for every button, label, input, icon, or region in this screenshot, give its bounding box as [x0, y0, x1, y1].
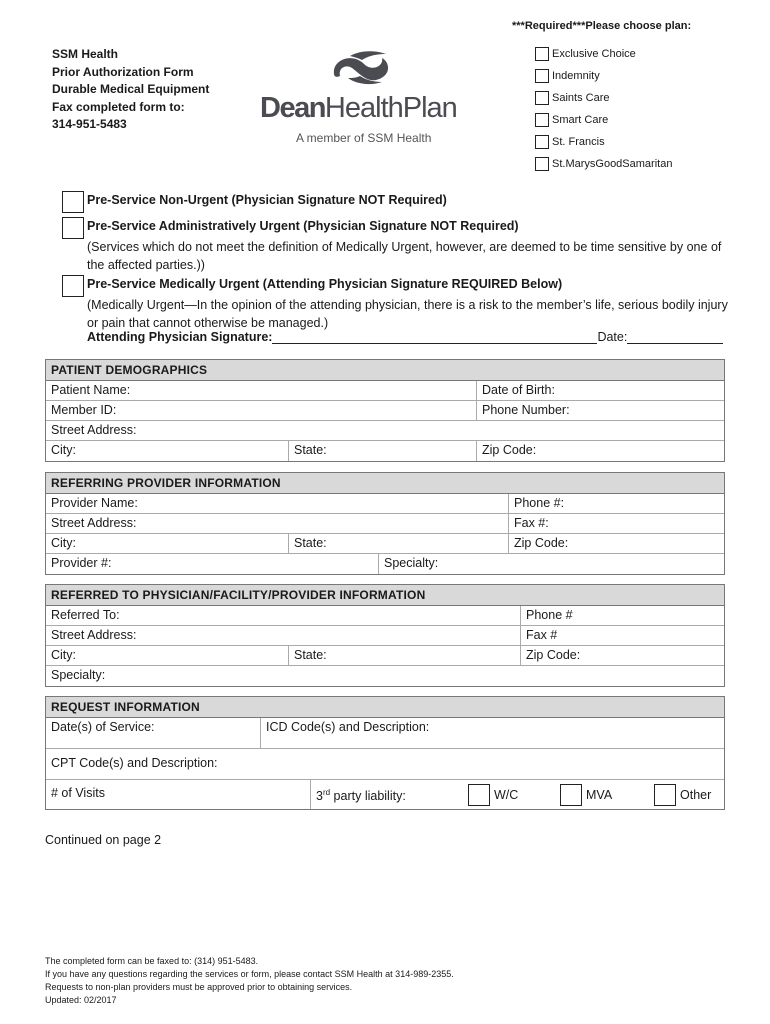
footer-line: Requests to non-plan providers must be approved prior to obtaining services.	[45, 982, 353, 992]
logo-tagline: A member of SSM Health	[296, 131, 432, 145]
plan-checkbox[interactable]	[535, 47, 549, 61]
patient-demographics-section	[45, 359, 725, 462]
org-name: SSM Health	[52, 47, 119, 61]
plan-option[interactable]	[535, 131, 672, 153]
logo-word-bold: Dean	[260, 92, 325, 124]
referred-street-field[interactable]: Street Address:	[46, 626, 521, 645]
signature-field[interactable]	[272, 330, 597, 344]
continued-note: Continued on page 2	[45, 833, 162, 847]
provider-state-field[interactable]: State:	[289, 534, 509, 553]
provider-phone-field[interactable]: Phone #:	[514, 496, 565, 510]
request-information-section	[45, 696, 725, 810]
plan-options	[535, 43, 672, 175]
referring-provider-section	[45, 472, 725, 575]
plan-checkbox[interactable]	[535, 157, 549, 171]
plan-label: Indemnity	[552, 70, 600, 82]
patient-name-field[interactable]: Patient Name:	[46, 381, 477, 400]
wc-label: W/C	[494, 787, 519, 802]
footer-line: The completed form can be faxed to: (314) 951-5483.	[45, 956, 259, 966]
plan-label: Saints Care	[552, 92, 610, 104]
urgency-title: Pre-Service Medically Urgent (Attending Physician Signature REQUIRED Below)	[87, 277, 563, 291]
form-subtitle: Durable Medical Equipment	[52, 82, 210, 96]
referred-fax-field[interactable]: Fax #	[526, 628, 558, 642]
icd-codes-field[interactable]: ICD Code(s) and Description:	[266, 720, 430, 734]
table-row	[46, 401, 724, 421]
provider-city-field[interactable]: City:	[46, 534, 289, 553]
date-label: Date:	[597, 330, 628, 344]
fax-number: 314-951-5483	[52, 117, 127, 131]
table-row	[46, 514, 724, 534]
provider-specialty-field[interactable]: Specialty:	[384, 556, 439, 570]
cpt-codes-field[interactable]: CPT Code(s) and Description:	[51, 756, 218, 770]
referred-to-field[interactable]: Referred To:	[46, 606, 521, 625]
mva-checkbox[interactable]	[560, 784, 582, 806]
mva-label: MVA	[586, 787, 613, 802]
table-row	[46, 606, 724, 626]
organization-block	[52, 46, 209, 134]
footer-line: Updated: 02/2017	[45, 995, 117, 1005]
table-row	[46, 718, 724, 749]
urgency-title: Pre-Service Non-Urgent (Physician Signature NOT Required)	[87, 193, 447, 207]
provider-street-field[interactable]: Street Address:	[46, 514, 509, 533]
provider-fax-field[interactable]: Fax #:	[514, 516, 549, 530]
table-row	[46, 666, 724, 686]
plan-label: St. Francis	[552, 136, 605, 148]
plan-checkbox[interactable]	[535, 91, 549, 105]
logo-word-light: HealthPlan	[324, 92, 457, 124]
visits-field[interactable]: # of Visits	[46, 780, 311, 809]
table-row	[46, 780, 724, 809]
table-row	[46, 441, 724, 461]
liability-cell	[311, 780, 724, 809]
plan-checkbox[interactable]	[535, 113, 549, 127]
plan-checkbox[interactable]	[535, 135, 549, 149]
liability-label-suffix: party liability:	[330, 789, 406, 804]
other-checkbox[interactable]	[654, 784, 676, 806]
state-field[interactable]: State:	[289, 441, 477, 461]
referred-zip-field[interactable]: Zip Code:	[526, 648, 581, 662]
signature-line	[87, 330, 723, 344]
table-row	[46, 494, 724, 514]
city-field[interactable]: City:	[46, 441, 289, 461]
referred-specialty-field[interactable]: Specialty:	[51, 668, 106, 682]
provider-zip-field[interactable]: Zip Code:	[514, 536, 569, 550]
urgency-checkbox[interactable]	[62, 191, 84, 213]
urgency-non-urgent	[62, 193, 732, 213]
plan-label: St.MarysGoodSamaritan	[552, 158, 673, 170]
urgency-note: (Medically Urgent—In the opinion of the attending physician, there is a risk to the member’s life, serious bodily injury or pain that cannot otherwise be managed.)	[87, 298, 728, 330]
liability-label-prefix: 3	[316, 789, 323, 804]
dob-field[interactable]: Date of Birth:	[482, 383, 555, 397]
other-label: Other	[680, 787, 712, 802]
plan-option[interactable]	[535, 153, 672, 175]
section-heading: REFERRING PROVIDER INFORMATION	[46, 473, 724, 494]
provider-number-field[interactable]: Provider #:	[46, 554, 379, 574]
street-address-field[interactable]: Street Address:	[51, 423, 137, 437]
plan-option[interactable]	[535, 87, 672, 109]
referred-to-section	[45, 584, 725, 687]
table-row	[46, 421, 724, 441]
urgency-checkbox[interactable]	[62, 217, 84, 239]
liability-label-sup: rd	[322, 787, 331, 797]
urgency-checkbox[interactable]	[62, 275, 84, 297]
dates-of-service-field[interactable]: Date(s) of Service:	[46, 718, 261, 748]
signature-label: Attending Physician Signature:	[87, 330, 273, 344]
member-id-field[interactable]: Member ID:	[46, 401, 477, 420]
plan-label: Exclusive Choice	[552, 48, 636, 60]
urgency-admin-urgent	[62, 219, 732, 274]
plan-required-note: ***Required***Please choose plan:	[512, 20, 692, 32]
dean-logo-icon	[330, 48, 400, 86]
date-field[interactable]	[627, 330, 723, 344]
form-title: Prior Authorization Form	[52, 64, 194, 79]
table-row	[46, 554, 724, 574]
urgency-title: Pre-Service Administratively Urgent (Physician Signature NOT Required)	[87, 219, 519, 233]
table-row	[46, 381, 724, 401]
plan-option[interactable]	[535, 109, 672, 131]
urgency-note: (Services which do not meet the definition of Medically Urgent, however, are deemed to be time sensitive by one of the affected parties.))	[87, 240, 722, 272]
referred-city-field[interactable]: City:	[46, 646, 289, 665]
referred-state-field[interactable]: State:	[289, 646, 521, 665]
footer-line: If you have any questions regarding the services or form, please contact SSM Health at 314-989-2355.	[45, 969, 454, 979]
referred-phone-field[interactable]: Phone #	[526, 608, 573, 622]
fax-label: Fax completed form to:	[52, 99, 185, 114]
section-heading: PATIENT DEMOGRAPHICS	[46, 360, 724, 381]
liability-label	[316, 780, 468, 809]
zip-code-field[interactable]: Zip Code:	[482, 443, 537, 457]
plan-option[interactable]	[535, 65, 672, 87]
footer-notes	[45, 955, 454, 1007]
table-row	[46, 534, 724, 554]
plan-label: Smart Care	[552, 114, 609, 126]
provider-name-field[interactable]: Provider Name:	[46, 494, 509, 513]
phone-number-field[interactable]: Phone Number:	[482, 403, 570, 417]
table-row	[46, 646, 724, 666]
logo-wordmark	[260, 92, 457, 125]
section-heading: REQUEST INFORMATION	[46, 697, 724, 718]
table-row	[46, 749, 724, 780]
plan-option[interactable]	[535, 43, 672, 65]
urgency-medical-urgent	[62, 277, 732, 332]
section-heading: REFERRED TO PHYSICIAN/FACILITY/PROVIDER INFORMATION	[46, 585, 724, 606]
table-row	[46, 626, 724, 646]
wc-checkbox[interactable]	[468, 784, 490, 806]
plan-checkbox[interactable]	[535, 69, 549, 83]
